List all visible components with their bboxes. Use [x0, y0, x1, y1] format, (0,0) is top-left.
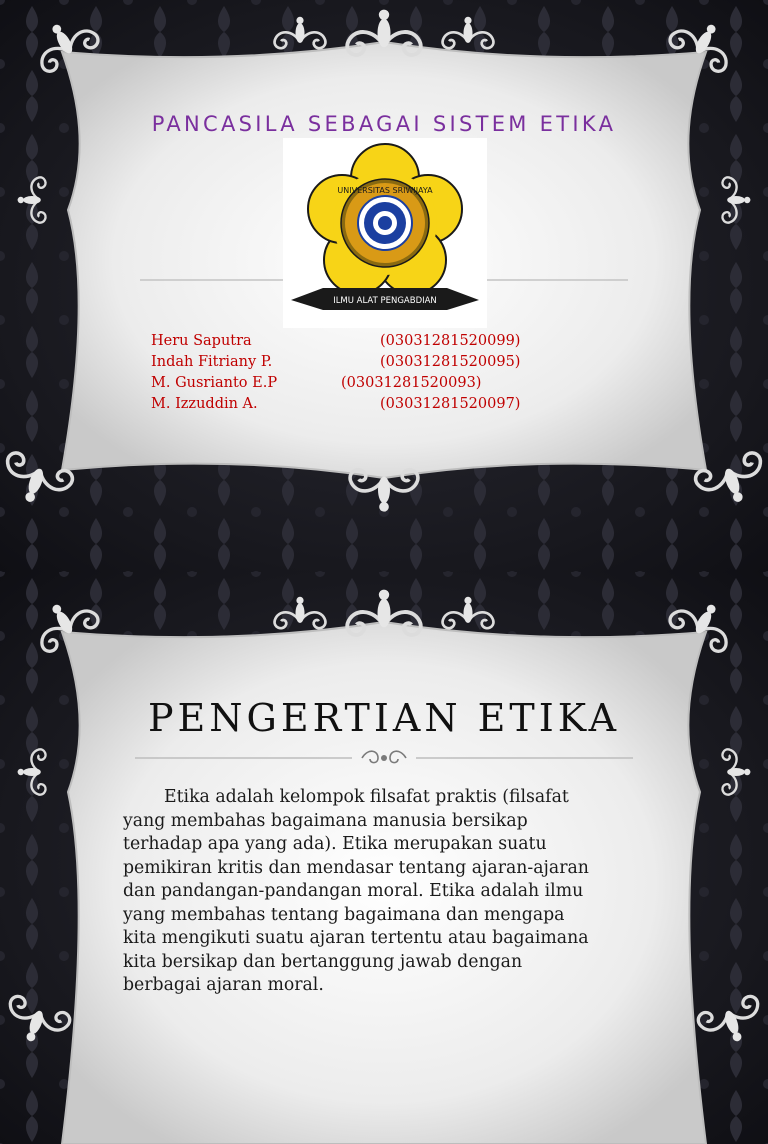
list-item: [151, 331, 571, 352]
paragraph-line: Etika adalah kelompok filsafat praktis (filsafat: [164, 787, 569, 807]
member-name: M. Gusrianto E.P: [151, 375, 278, 391]
logo-ribbon-text: ILMU ALAT PENGABDIAN: [333, 296, 437, 306]
list-item: [151, 394, 571, 415]
member-list: [151, 331, 571, 415]
university-logo: [283, 138, 487, 328]
member-nim: (03031281520095): [380, 354, 521, 370]
member-nim: (03031281520097): [380, 396, 521, 412]
paragraph-line: kita bersikap dan bertanggung jawab dengan: [123, 951, 523, 972]
member-nim: (03031281520099): [380, 333, 521, 349]
paragraph-line: dan pandangan-pandangan moral. Etika adalah ilmu: [123, 881, 584, 901]
content-title: PENGERTIAN ETIKA: [147, 696, 621, 740]
member-name: M. Izzuddin A.: [151, 396, 258, 412]
paragraph-line: kita mengikuti suatu ajaran tertentu atau bagaimana: [123, 928, 589, 948]
paragraph-line: yang membahas tentang bagaimana dan mengapa: [123, 904, 565, 925]
paragraph-line: yang membahas bagaimana manusia bersikap: [123, 810, 528, 831]
list-item: [151, 352, 571, 373]
member-nim: (03031281520093): [341, 375, 482, 391]
logo-ring-text: UNIVERSITAS SRIWIJAYA: [337, 186, 433, 195]
slide-title-heading: PANCASILA SEBAGAI SISTEM ETIKA: [151, 112, 617, 136]
paragraph-line: berbagai ajaran moral.: [123, 975, 324, 995]
list-item: [151, 373, 571, 394]
paragraph-line: terhadap apa yang ada). Etika merupakan suatu: [123, 834, 547, 854]
member-name: Heru Saputra: [151, 333, 252, 349]
content-paragraph: [123, 786, 643, 998]
paragraph-line: pemikiran kritis dan mendasar tentang ajaran-ajaran: [123, 857, 589, 878]
member-name: Indah Fitriany P.: [151, 354, 273, 370]
